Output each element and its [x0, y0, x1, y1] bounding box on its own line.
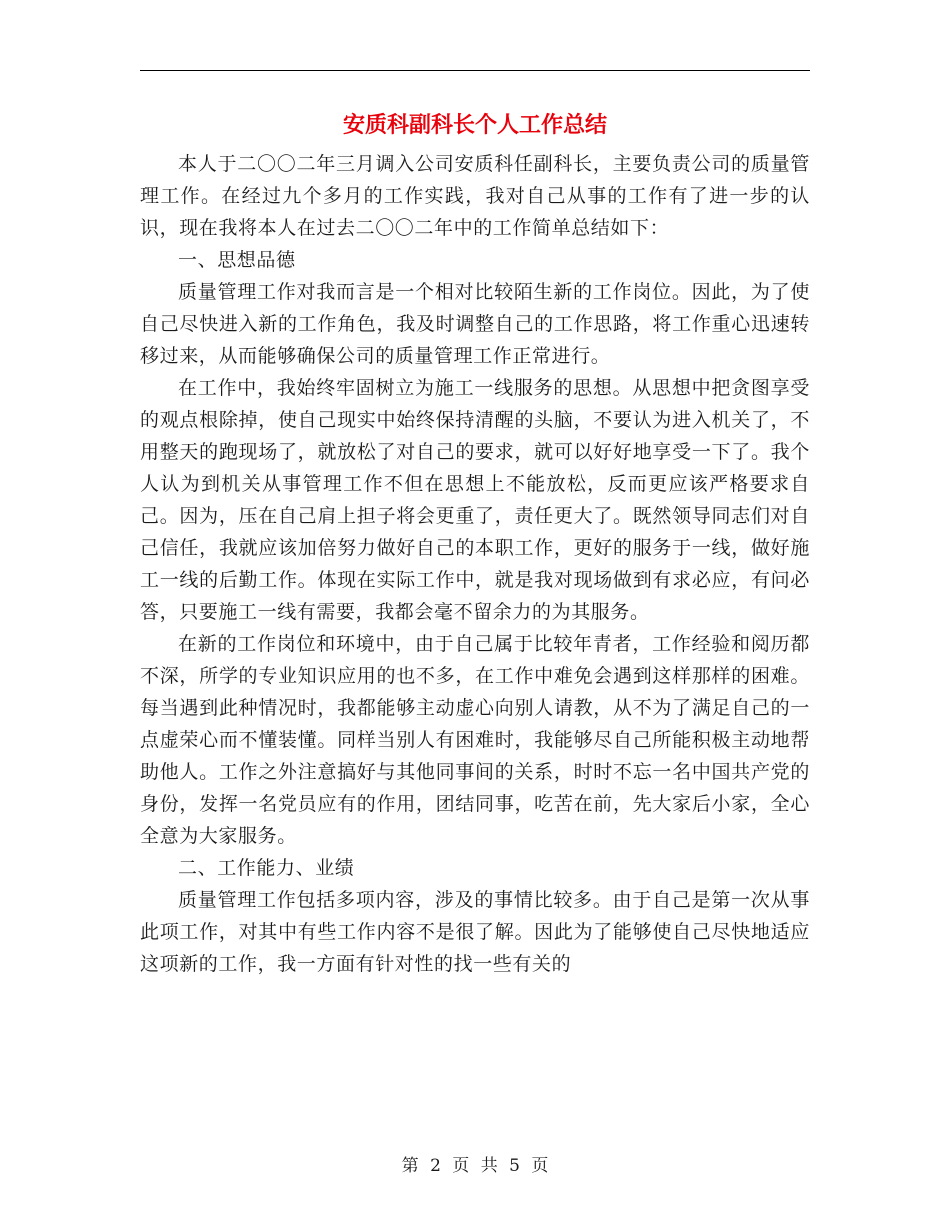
paragraph: 在工作中，我始终牢固树立为施工一线服务的思想。从思想中把贪图享受的观点根除掉，使自己现实中始终保持清醒的头脑，不要认为进入机关了，不用整天的跑现场了，就放松了对自己的要求，就可以好好地享受一下了。我个人认为到机关从事管理工作不但在思想上不能放松，反而更应该严格要求自己。因为，压在自己肩上担子将会更重了，责任更大了。既然领导同志们对自己信任，我就应该加倍努力做好自己的本职工作，更好的服务于一线，做好施工一线的后勤工作。体现在实际工作中，就是我对现场做到有求必应，有问必答，只要施工一线有需要，我都会毫不留余力的为其服务。 [140, 377, 810, 623]
paragraph: 质量管理工作包括多项内容，涉及的事情比较多。由于自己是第一次从事此项工作，对其中有些工作内容不是很了解。因此为了能够使自己尽快地适应这项新的工作，我一方面有针对性的找一些有关的 [140, 889, 810, 975]
section-heading-1: 一、思想品德 [178, 249, 296, 271]
document-body [140, 148, 810, 980]
header-rule [140, 70, 810, 71]
paragraph: 在新的工作岗位和环境中，由于自己属于比较年青者，工作经验和阅历都不深，所学的专业知识应用的也不多，在工作中难免会遇到这样那样的困难。每当遇到此种情况时，我都能够主动虚心向别人请教，从不为了满足自己的一点虚荣心而不懂装懂。同样当别人有困难时，我能够尽自己所能积极主动地帮助他人。工作之外注意搞好与其他同事间的关系，时时不忘一名中国共产党的身份，发挥一名党员应有的作用，团结同事，吃苦在前，先大家后小家，全心全意为大家服务。 [140, 633, 810, 847]
section-heading-2: 二、工作能力、业绩 [178, 857, 355, 879]
document-title: 安质科副科长个人工作总结 [342, 112, 607, 138]
page-number-footer: 第 2 页 共 5 页 [401, 1156, 549, 1176]
paragraph: 质量管理工作对我而言是一个相对比较陌生新的工作岗位。因此，为了使自己尽快进入新的工作角色，我及时调整自己的工作思路，将工作重心迅速转移过来，从而能够确保公司的质量管理工作正常进行。 [140, 281, 810, 367]
paragraph-intro: 本人于二〇〇二年三月调入公司安质科任副科长，主要负责公司的质量管理工作。在经过九个多月的工作实践，我对自己从事的工作有了进一步的认识，现在我将本人在过去二〇〇二年中的工作简单总结如下： [140, 153, 810, 239]
